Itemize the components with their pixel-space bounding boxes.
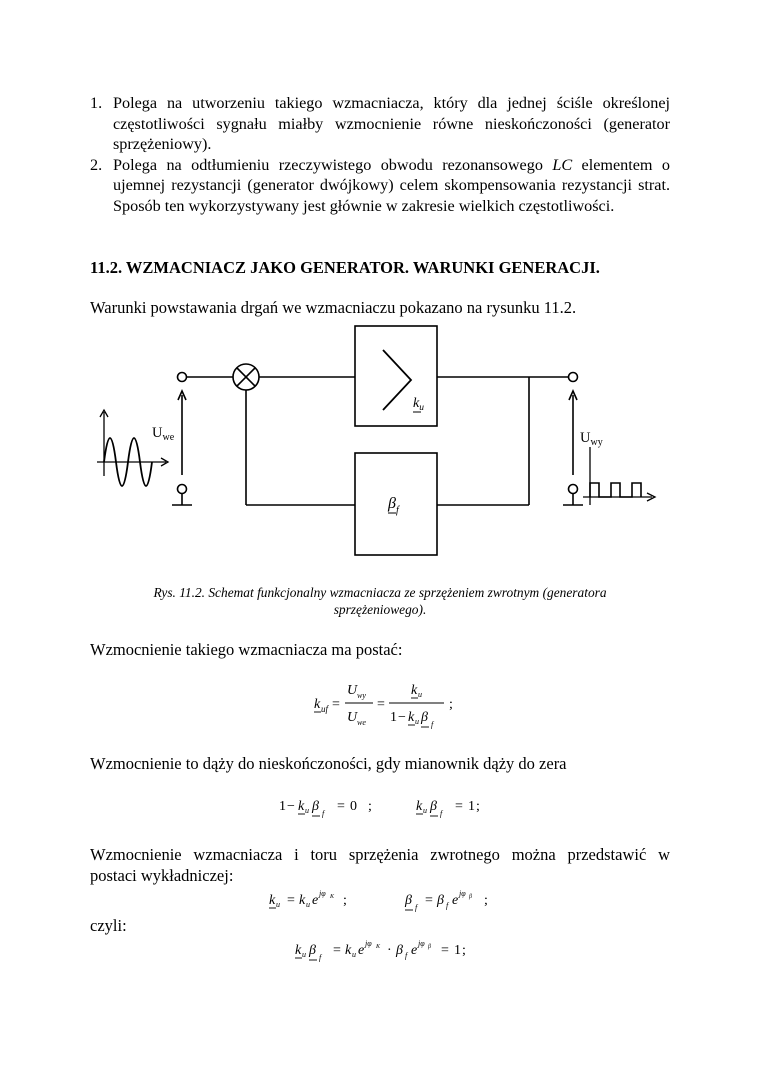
final-equation <box>0 930 760 970</box>
svg-text:jφ: jφ <box>319 889 326 898</box>
list-number: 2. <box>90 155 103 174</box>
svg-text:β: β <box>430 799 437 814</box>
input-terminal-bottom <box>178 485 187 494</box>
exp-paragraph-line-2: postaci wykładniczej: <box>90 866 234 885</box>
svg-text:f: f <box>431 720 434 729</box>
input-sine-graph <box>97 410 168 486</box>
svg-text:1: 1 <box>279 799 286 814</box>
svg-text:jφ: jφ <box>459 889 466 898</box>
list-item-text: Polega na utworzeniu takiego wzmacniacza, który dla jednej ściśle określonej częstotliwości sygnału miałby wzmocnienie równe nieskończoności (generator sprzężeniowy). <box>113 94 670 153</box>
amplifier-block <box>355 326 437 426</box>
svg-text:β: β <box>428 944 431 950</box>
svg-text:k: k <box>298 799 305 814</box>
output-terminal-bottom <box>569 485 578 494</box>
svg-text:;: ; <box>476 799 480 814</box>
svg-text:k: k <box>314 697 321 712</box>
figure-caption <box>90 584 670 618</box>
svg-text:k: k <box>269 893 276 908</box>
svg-text:we: we <box>357 718 366 727</box>
feedback-block <box>355 453 437 555</box>
svg-text:f: f <box>319 953 322 962</box>
svg-text:f: f <box>322 809 325 818</box>
svg-text:k: k <box>295 943 302 958</box>
svg-text:K: K <box>330 894 335 900</box>
svg-text:=: = <box>441 943 449 958</box>
output-square-graph <box>583 447 655 505</box>
svg-text:e: e <box>358 943 365 958</box>
svg-text:e: e <box>452 893 459 908</box>
svg-text:k: k <box>299 893 306 908</box>
svg-text:k: k <box>345 943 352 958</box>
svg-text:β: β <box>469 894 472 900</box>
svg-text:β: β <box>405 893 412 908</box>
svg-text:β: β <box>437 893 444 908</box>
svg-text:;: ; <box>368 799 372 814</box>
svg-text:u: u <box>306 900 310 909</box>
svg-text:uf: uf <box>321 704 329 714</box>
svg-text:0: 0 <box>350 799 357 814</box>
svg-text:u: u <box>418 690 422 699</box>
svg-text:U: U <box>347 710 358 725</box>
svg-text:u: u <box>302 950 306 959</box>
svg-text:1: 1 <box>454 943 461 958</box>
svg-text:=: = <box>332 697 340 712</box>
lc-symbol: LC <box>552 155 573 174</box>
summing-junction <box>233 364 259 390</box>
svg-text:u: u <box>423 806 427 815</box>
input-voltage-label: $U_{we}$ <box>152 425 175 443</box>
section-heading: 11.2. WZMACNIACZ JAKO GENERATOR. WARUNKI GENERACJI. <box>90 258 600 277</box>
list-number: 1. <box>90 94 103 112</box>
svg-text:β: β <box>309 943 316 958</box>
gain-form-paragraph: Wzmocnienie takiego wzmacniacza ma postać: <box>90 640 403 659</box>
svg-text:·: · <box>387 943 392 958</box>
exp-equations <box>0 880 760 920</box>
output-voltage-label: $U_{wy}$ <box>580 430 603 448</box>
svg-text:k: k <box>408 710 415 725</box>
svg-text:u: u <box>352 950 356 959</box>
svg-text:;: ; <box>462 943 466 958</box>
svg-text:;: ; <box>484 893 488 908</box>
amplifier-triangle-icon <box>383 350 411 410</box>
svg-text:k: k <box>411 683 418 698</box>
equation-exp-beta <box>404 889 488 912</box>
svg-text:wy: wy <box>357 691 366 700</box>
list-item-text-before: Polega na odtłumieniu rzeczywistego obwodu rezonansowego <box>113 155 553 174</box>
svg-text:1: 1 <box>390 710 397 725</box>
equation-condition-1 <box>279 799 372 818</box>
svg-text:e: e <box>312 893 319 908</box>
svg-text:f: f <box>405 951 408 960</box>
svg-text:f: f <box>446 901 449 910</box>
svg-text:u: u <box>415 717 419 726</box>
svg-text:u: u <box>305 806 309 815</box>
amp-gain-label: $k_u$ <box>413 396 424 413</box>
svg-text:=: = <box>337 799 345 814</box>
caption-line-2: sprzężeniowego). <box>333 602 427 617</box>
svg-text:e: e <box>411 943 418 958</box>
svg-text:K: K <box>376 944 381 950</box>
intro-paragraph: Warunki powstawania drgań we wzmacniaczu pokazano na rysunku 11.2. <box>90 298 577 317</box>
list-item-text-after: elementem o ujemnej rezystancji (generator dwójkowy) celem skompensowania rezystancji strat. Sposób ten wykorzystywany jest głównie w zakresie wielkich częstotliwości. <box>113 155 670 215</box>
svg-text:β: β <box>421 710 428 725</box>
czyli-label: czyli: <box>90 916 127 935</box>
input-terminal-top <box>178 373 187 382</box>
condition-equations <box>0 790 760 830</box>
svg-text:jφ: jφ <box>418 939 425 948</box>
equation-condition-2 <box>416 799 480 818</box>
svg-text:β: β <box>312 799 319 814</box>
svg-text:=: = <box>333 943 341 958</box>
gain-infinity-paragraph: Wzmocnienie to dąży do nieskończoności, gdy mianownik dąży do zera <box>90 754 567 773</box>
svg-text:;: ; <box>449 697 453 712</box>
svg-text:U: U <box>347 683 358 698</box>
output-terminal-top <box>569 373 578 382</box>
svg-text:β: β <box>396 943 403 958</box>
svg-text:;: ; <box>343 893 347 908</box>
svg-text:−: − <box>287 799 295 814</box>
caption-line-1: Rys. 11.2. Schemat funkcjonalny wzmacniacza ze sprzężeniem zwrotnym (generatora <box>153 585 607 600</box>
svg-text:1: 1 <box>468 799 475 814</box>
exp-paragraph-line-1: Wzmocnienie wzmacniacza i toru sprzężenia zwrotnego można przedstawić w <box>90 845 670 864</box>
equation-product <box>295 939 466 962</box>
svg-text:f: f <box>440 809 443 818</box>
svg-text:−: − <box>398 710 406 725</box>
svg-text:=: = <box>425 893 433 908</box>
feedback-gain-label: $\beta_f$ <box>388 495 399 516</box>
svg-text:k: k <box>416 799 423 814</box>
svg-text:=: = <box>377 697 385 712</box>
svg-text:=: = <box>455 799 463 814</box>
svg-text:jφ: jφ <box>365 939 372 948</box>
equation-exp-ku <box>269 889 347 909</box>
svg-text:=: = <box>287 893 295 908</box>
svg-text:u: u <box>276 900 280 909</box>
svg-text:f: f <box>415 903 418 912</box>
equation-gain <box>314 683 453 729</box>
